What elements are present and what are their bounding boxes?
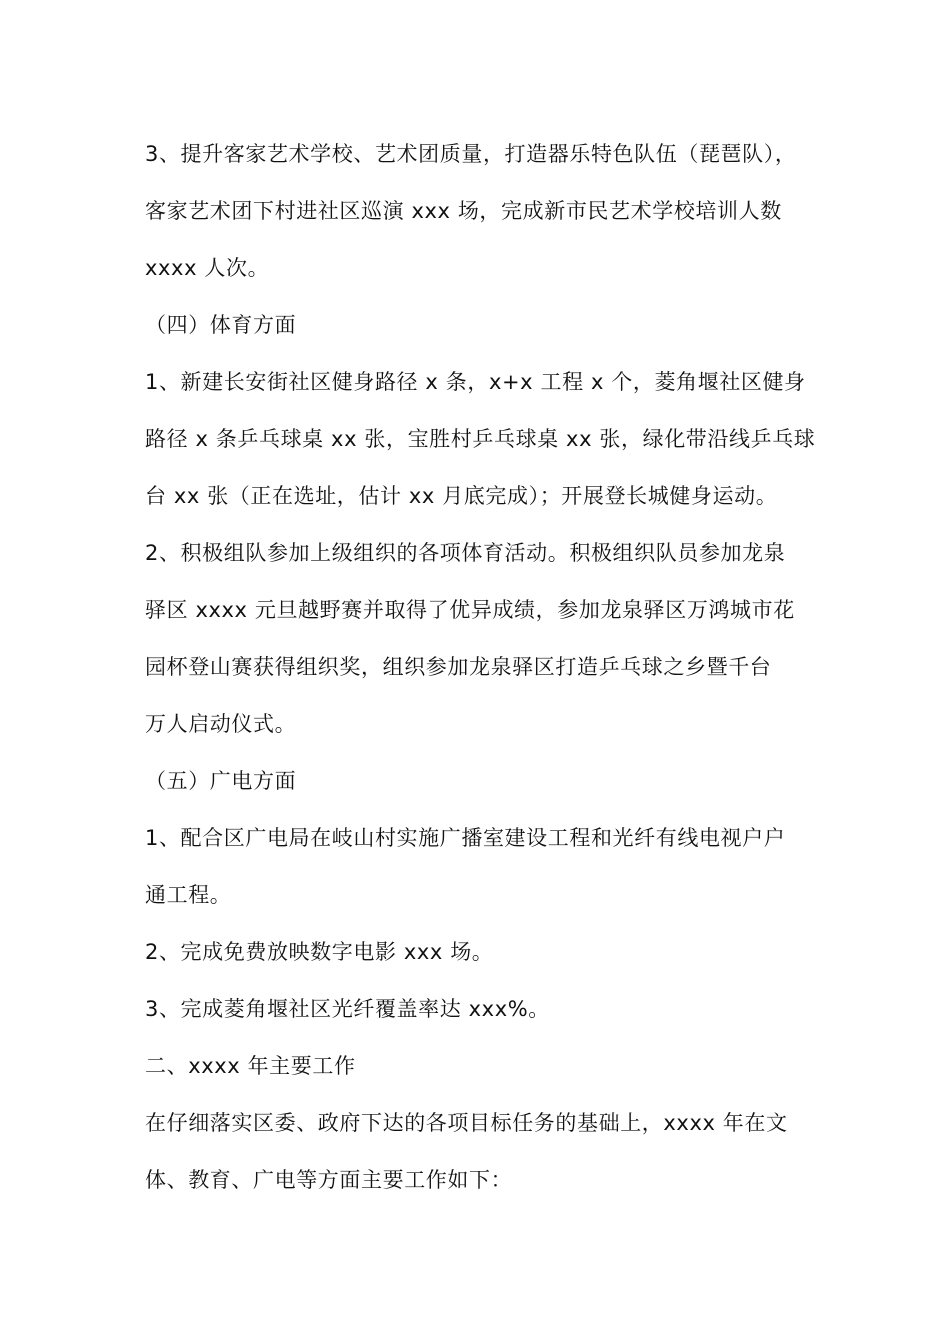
paragraph-line: 通工程。 bbox=[145, 883, 232, 907]
paragraph-line: 在仔细落实区委、政府下达的各项目标任务的基础上，xxxx 年在文 bbox=[145, 1111, 788, 1135]
paragraph-line: 万人启动仪式。 bbox=[145, 712, 297, 736]
paragraph-line: 3、提升客家艺术学校、艺术团质量，打造器乐特色队伍（琵琶队）， bbox=[145, 142, 797, 166]
paragraph-line: 1、配合区广电局在岐山村实施广播室建设工程和光纤有线电视户户 bbox=[145, 826, 786, 850]
paragraph-line: 3、完成菱角堰社区光纤覆盖率达 xxx%。 bbox=[145, 997, 550, 1021]
paragraph-line: 2、积极组队参加上级组织的各项体育活动。积极组织队员参加龙泉 bbox=[145, 541, 786, 565]
paragraph-line: 驿区 xxxx 元旦越野赛并取得了优异成绩，参加龙泉驿区万鸿城市花 bbox=[145, 598, 795, 622]
paragraph-line: 体、教育、广电等方面主要工作如下： bbox=[145, 1168, 513, 1192]
paragraph-line: 台 xx 张（正在选址，估计 xx 月底完成）；开展登长城健身运动。 bbox=[145, 484, 778, 508]
section-heading: （五）广电方面 bbox=[145, 769, 297, 793]
document-body bbox=[145, 126, 815, 1209]
paragraph-line: 园杯登山赛获得组织奖，组织参加龙泉驿区打造乒乓球之乡暨千台 bbox=[145, 655, 772, 679]
paragraph-line: 路径 x 条乒乓球桌 xx 张，宝胜村乒乓球桌 xx 张，绿化带沿线乒乓球 bbox=[145, 427, 815, 451]
paragraph-line: 2、完成免费放映数字电影 xxx 场。 bbox=[145, 940, 494, 964]
section-heading: 二、xxxx 年主要工作 bbox=[145, 1054, 356, 1078]
paragraph-line: 1、新建长安街社区健身路径 x 条，x+x 工程 x 个，菱角堰社区健身 bbox=[145, 370, 806, 394]
paragraph-line: xxxx 人次。 bbox=[145, 256, 270, 280]
paragraph-line: 客家艺术团下村进社区巡演 xxx 场，完成新市民艺术学校培训人数 bbox=[145, 199, 782, 223]
section-heading: （四）体育方面 bbox=[145, 313, 297, 337]
